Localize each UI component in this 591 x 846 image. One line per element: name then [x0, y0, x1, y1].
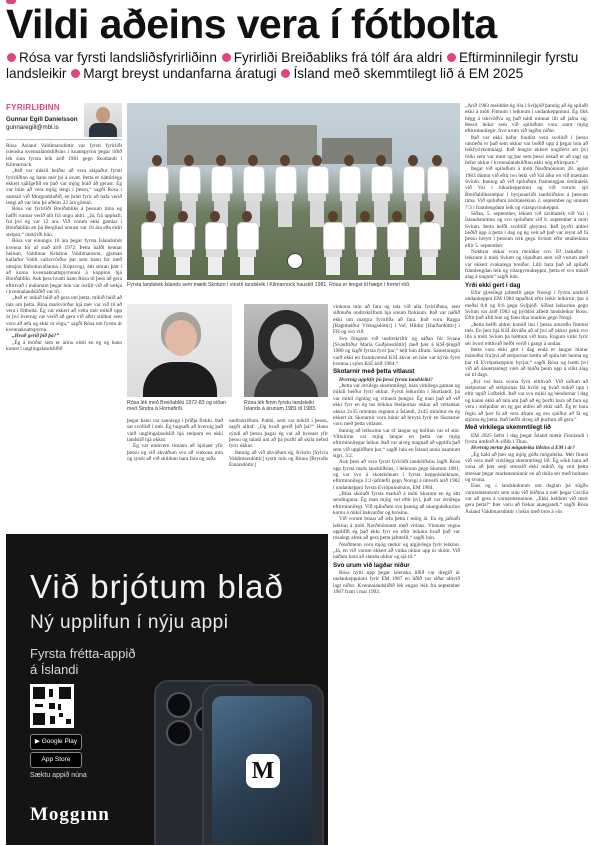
paragraph: Þetta voru ekki gert í dag enda er langur hlutur mánuður frá því að stelpurnar hættu að spila hér heima og þar til Evrópukeppnin byrjar,“ sagði Rósa og bætti því við að óásættanlegt væri að bjóða þeim upp á slíkt álag nú til dags. [465, 347, 588, 379]
paragraph: „Þetta var ótrúlegs skemmtilegt, bara virkilega gaman og mikill heiður fyrir okkur. Fyrsti leikurinn í Skotlandi, þá var mikil rigning og vitlaust þungur. Ég man það að við ekki fyrr en ég las bókina Stelpurnar okkar að veltankar okkur 2x35 mínútna regnum á Íslandi, 2x45 mínútur en ég ekkert út. Skotarnir voru búnir að breyta fyrir en Skotarnir voru með þetta vitlaust. [333, 383, 460, 428]
phone-screen-image [202, 684, 324, 845]
bullet-icon [281, 69, 290, 78]
headline: Vildi aðeins vera í fótbolta [6, 1, 497, 47]
bullet-icon [7, 53, 16, 62]
question: Hvernig metur þú möguleika liðsins á EM í ár? [471, 445, 575, 452]
team-photo [127, 103, 460, 280]
ad-scan-text: Sæktu appið núna [30, 772, 87, 779]
section-heading: Yrði ekki gert í dag [465, 281, 521, 289]
paragraph: Eins og í landsleiknum um daginn þá sögðu varnarmennirnir sem stáu við hliðina á mér þegar Cecilía var að gera á varnarmenninne. „Ekki heldum við meir gera þetta!“ Þær voru að frekar ánægjandi,“ sagði Rósa Ásland Valdimarsdóttir í lokin með bros á vör. [465, 483, 588, 515]
paragraph: Rósa var einungis 16 ára þegar fyrsta Íslandsmót kvenna fór af stað árið 1972. Þetta hafði hennar helium, Valdimar Kristinn Valdimarsson, gjarnan kallaður Valdi vallarvörður þar sem hann fór með umsjón fótboltavallanna í Kópavogi, átti stóran þátt í að koma kvennaknattspyrnunni á koppinn hjá Breiðabliki. Auk þess hvatti hann Rósu til þess að gera eftirtvað í málunum þegar hún var óstíllt við að sækja í kvennalandsliðið var til. [6, 238, 122, 295]
app-store-button[interactable] [30, 752, 82, 768]
article-column-4 [333, 304, 460, 844]
portrait-2-caption: Rósa lék fimm fyrstu landsleiki Íslands á árunum 1981 til 1983. [244, 400, 317, 413]
paragraph: Auk þess að vera fyrsti fyrirliði landsliðsins lagði Rósa upp fyrsta mark landsliðsins, í leiknum gegn Skotum 1981, og var svo á skotskónum í fyrsta keppnisleiknum, eftirminnilegu 2:2-jafntefli gegn Norsgi á útivelli árið 1982 í undankeppni fyrsta Evrópumótsins, EM 1984. [333, 459, 460, 491]
divider [6, 139, 122, 140]
paragraph: „Ég á bróður sem er árinu eldri en ég og hann komst í unglingalandsliðið [6, 339, 122, 352]
subhead-2: Fyrirliði Breiðabliks frá tólf ára aldri [233, 50, 443, 65]
paragraph: Við vorum búnar að æfa þetta í mörg ár. En ég jafnaði leikinn á móti Norðmönnum með vitlaus. Vinnum vegna upplifði ég það ekki fyrr en eftir leikinn hvað það var rosalegt afrek að gera þetta jafntefli,“ sagði hún. [333, 516, 460, 542]
bullet-icon [447, 53, 456, 62]
paragraph: Það var ekki hafur fundist vera svolítið í þessu umræðu er það sem okkur var boðið upp á þegar hún að leikfyrirkomulagi. Það fengist ekkert ungiferir sér því fólki sem var mest og þar sem þessi óskað er að sagt og hefur okkur í kvennalandsliðinu ekki nóg eftirspurn.“ [465, 134, 588, 167]
article-column-1 [6, 143, 122, 528]
author-name: Gunnar Egill Daníelsson [6, 116, 78, 123]
paragraph: „Það er mikið búið að gera um þetta, mikið búið að tala um þetta. Bína markvörður hjá mér var við til að vera í fótbolta. Ég var ekkert að velta mér mikið upp úr því hvernig var verið að gera við aðrir stúlkur sem voru að æfa og ekki úr sögu,“ sagði Rósa um fyrstu ár kvennaknattspyrnu. [6, 295, 122, 333]
paragraph: Rósa nýtti upp þegar íslenska liðið var dregið úr undankeppninni fyrir EM 1987 en liðið var síðar alltvið lagt niður. Kvennalandsliðið lék engan leik frá september 1987 fram í maí 1992. [333, 570, 460, 596]
portrait-photo-recent [127, 304, 232, 397]
paragraph: „Þetta hefði aldrei komið inn í þessa umræðu fimmst mér. En þeir hjá KSÍ ákváðu að af því að okkur gekk svo illa á móti Svíum þá hættum við bara. Engum virkt fyrir sér hvort eitthvað hefði verið í gangi á undan. [465, 321, 588, 347]
paragraph: Nokkrar okkar voru meiddar svo. Ef laskaðar í leiknum á móti Svíum og töpuðum sem við vorum með var ekkert svakalega breiður. Lítil bara það að spilaði framlengdan leik og vítaspyrnukeppni, þetta er svo mikið álag á ungum“ sagði hún. [465, 248, 588, 281]
paragraph: Síðan, 5. september, lékum við úrslitaleik við Val í Íslandsmótinu og svo spiluðum við 8. september á móti Svíum. Þetta hefði svolítið gleymst. Það þyrfti aldrei boðið upp á þetta í dag og ég veit að það var reynt að fá þessu breytt í þessum leik gegn Svíum eftir smáleikinn eftir 5. september. [465, 210, 588, 249]
paragraph: „Ég hald að þær sig mjög góða möguleika. Mér finnst við vera með virkilega skemmtilegt lið. Ég sökk bara að vona að þær setji stressið ekki mikið, ég veit þetta stressar þegar markmenninnir en að dulla sér með boltann og svona. [465, 451, 588, 483]
author-email[interactable]: gunnaregill@mbl.is [6, 123, 59, 131]
section-heading: Svo urum við lagðar niður [333, 561, 410, 569]
paragraph: EM 2025 hefst í dag þegar Ísland mætir Finnlandi í fyrstu umferð A-riðils í Thun. [465, 432, 588, 445]
paragraph: Rósa var fyrirliði Breiðabliks á þessum tíma og hafði runnar verið allt frá ungu aldri. „Já, frá upphafi, frá því ég var 12 ára. Við vorum ekki gamlar í Breiðabliki en þá Berglind unnust var 16 ára eða eldri stelpur,“ útskýrði hún. [6, 206, 122, 238]
article-column-3 [229, 418, 328, 530]
bullet-icon [222, 53, 231, 62]
bullet-icon [71, 69, 80, 78]
paragraph: „Því var bara svona fyrir eitthvað. Við urðum að stelpurnar að stelpurnar fái hvíld og hvað mikið upp í eftir tapið í ofbeldi. Það var svo mikil og hendurnar í dag og kanni ekki að tala um það að ég þurfti bara að fara og vera í stelpubur en ég gat aldrei að ekki náð. Ég er bara fegin að þær fá að vera áfram og eru sjáiður að fá og stjórna ég þetta. Það hefði alveg að þurfum að gera.“ [465, 378, 588, 423]
qr-code-icon[interactable] [30, 684, 74, 728]
article-column-2 [127, 418, 223, 530]
ad-tagline-1: Fyrsta frétta-appið [30, 646, 136, 661]
paragraph: Rósa Ásland Valdimarsdóttir var fyrsti fyrirliði íslenska kvennalandsliðsins í knattspyrnu þegar liðið lék sinn fyrsta leik árið 1981 gegn Skotlandi í Kilmarnock. [6, 143, 122, 169]
app-advertisement[interactable] [6, 534, 328, 845]
section-heading: Skotarnir með þetta vitlaust [333, 368, 415, 376]
question: „Hvað gerið þið þá?“ [12, 333, 59, 340]
article-column-5 [465, 103, 588, 844]
paragraph: Ég var einhvern tímann að hjónast yfir þessu og við ákváðum svo að vinkona mín og systir að við skildum bara fara og suða [127, 443, 223, 463]
team-photo-caption: Fyrsta landsleik Íslands sem mætti Skotum í vinstri landsleik í Kilmarnock haustið 1981. Rósa er lengst til hægri í fremri röð. [127, 282, 411, 288]
paragraph: Þegar við spiluðum á móti Norðmönnum 28. ágúst 1983 dúmm við eftir tvo leiki við Val áður en við mættum Svíum. Þannig að við spiluðum frameingjan úrslitaleik við Val í bikarkeppninni og við vorum sjó Breiðabliksstelpur í byrjunarliði landsliðsins á þessum tíma. Við spiluðum úrslitaleikinn 2. september og unnum 7:3 í framlengdum leik og vítaspyrnukeppni. [465, 166, 588, 211]
subhead-1: Rósa var fyrsti landsliðsfyrirliðinn [19, 50, 217, 65]
section-kicker: FYRIRLIÐINN [6, 103, 60, 112]
paragraph: Eftir glæsilegt jafntefli gegn Noregi í fyrsta umferð undankeppni EM 1984 tapaðisk eftir leikir leikirnir, þar á meðal 0:8 og 0:6 gegn Svíþjóð. Síðast leikurinn gegn Svíum var árið 1983 og þýddist afleitt landsleikur Rósu. Eftir það afdi hún og fann lína markús gegn Norgi. [465, 289, 588, 322]
paragraph: „Árið 1983 meiddist ég illa í Svíþjóð þannig að ég spilaði ekki á móti Finnum í leiknum í undankeppninni. Ég líkk bégg á ískrvöðva og það taldi minnar illt að jafna sig. Þessir leikir sem við spiluðum voru samt mjög eftirminnilegir. Svo urum við lagðar niður. [465, 103, 588, 135]
google-play-label: Google Play [41, 738, 78, 745]
byline [6, 116, 78, 131]
paragraph: Norðmenn voru mjög sterkir og algjörlega fyrir leikinn. „Já, en við vorum ekkert að vinka okkur upp úr skóm. Við náðum bara að standa okkur og sjá til.“ [333, 541, 460, 561]
paragraph: „Bína skoraði fyrsta markið á móti Skotum en ég átti sendinguna. Ég man mjög vel eftir því, það var ótrúlega eftirminnilegt. Við spiluðum svo þannig að sáungubókurinn komu á mikil bakvarðar og hrósinu. [333, 490, 460, 516]
author-photo [84, 103, 122, 137]
paragraph: undirskriftum. Pabbi, sem var mikill í þessu, sagði alltaf: „Og hvað gerið þið þá?“ Hann sýndi að þessu þagar ég var að byssast yfir þessu og taladi um að þá þurfti að skila nefnd fyrir okkur. [229, 418, 328, 450]
subheads [6, 50, 588, 81]
paragraph: Þannig að við ákváðum ég, Kristín [Sylvía Valdimarsdóttir] systir mín og Binna [Bryndís Einarsdóttir] [229, 449, 328, 469]
paragraph: Svo fóngum við undirskriftir og sáðan fór Svana [Svanfríður María Guðjónsdóttir] með þær á KSÍ-þingið 1980 og lagði fyrsta fyrir þar,“ hélt hún áfram. Sameiningin varð ekki en framkvæmd KSÍ ákvar en hún var kýrin fyrst kvenna í sjórn KSÍ árið 1984.“ [333, 335, 460, 368]
ad-subtitle: Ný upplifun í nýju appi [30, 612, 229, 633]
question: Hvernig upplifir þú þessi fyrstu landsleiki? [339, 376, 433, 383]
football-icon [287, 253, 303, 269]
google-play-button[interactable]: ▶ Google Play [30, 734, 82, 750]
paragraph: Þannig að leikurinn var of langur og bollinn var of stór. Viltulrinn var mjög langur en þetta var mjög eftirminnilegur leikur. Það var alveg magnað að upplifa það sem við upplifðum þar,“ sagði hún en Ísland unnu naumum sigri, 3:2. [333, 427, 460, 459]
section-heading: Með virkilega skemmtilegt lið [465, 424, 551, 432]
ad-tagline-2: á Íslandi [30, 662, 79, 677]
paragraph: „Það var mikill heiður að vera skipaður fyrsti fyrirliðinn og hann mér þó á óvart. Þetta er náttúrlega ekkert sjálfgefið en það var mjög búið að gerast. Ég var búin að vera mjög lengi í þessu,“ sagði Rósa í samtali við Morgunblaðið, en þrátt fyrir að hafa verið lengi að var hún þá aðeins 22 ára gömul. [6, 168, 122, 207]
paragraph: vinkona mín að fara og tala við alla fyrirliðana, sem síðmuðu undirskriftum hjá sínum flokkum. Það var náðið ekki um margra fyrirliða að fara. Það voru Ragga [Ragnheiður Víkingsdóttir] í Val, Hildur [Harðardóttir] í FH og svo við. [333, 304, 460, 336]
portrait-1-caption: Rósa lék með Breiðabliki 1972-83 og síðan með Sindra á Hornafirði. [127, 400, 226, 413]
app-store-label: App Store [41, 756, 71, 763]
brand-logo: Moggınn [30, 804, 110, 825]
subhead-3: Eftirminnilegir fyrstu landsleikir [6, 50, 579, 81]
app-icon: M [246, 754, 280, 788]
portrait-photo-archive [244, 304, 328, 397]
ad-title: Við brjótum blað [30, 568, 284, 605]
subhead-5: Ísland með skemmtilegt lið á EM 2025 [293, 65, 524, 81]
paragraph: þegar hann var sannlega í þriðja flokki. Það sat svolítið í mér. Ég hugsaði að hvernig það varð unglingalandslið hjá stelpum en ekki landslið hjá okkur. [127, 418, 223, 444]
subhead-4: Margt breyst undanfarna áratugi [83, 65, 277, 81]
